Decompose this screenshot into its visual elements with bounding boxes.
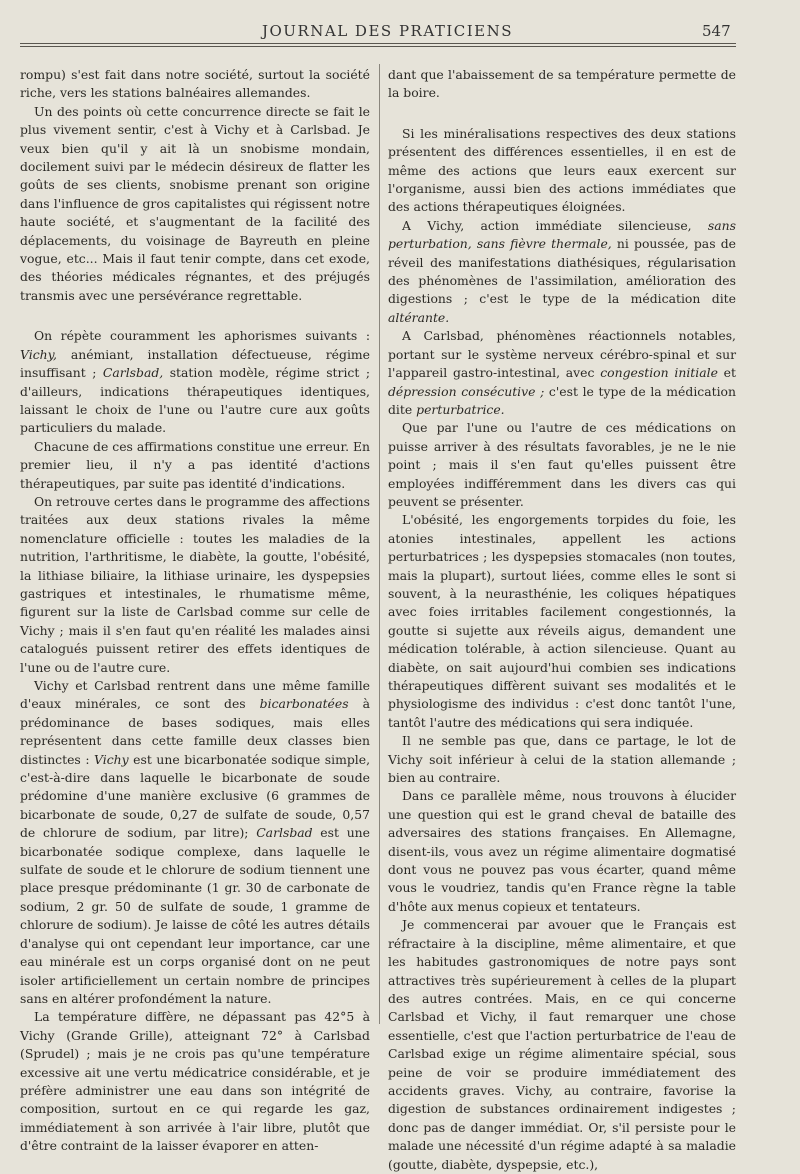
journal-title: JOURNAL DES PRATICIENS [262,22,514,40]
header-rule [20,43,736,44]
paragraph [388,125,736,217]
text-run: L'obésité, les engorgements torpides du foie, les atonies intestinales, appellent les actions perturbatrices ; les dyspepsies stomacales (non toutes, mais la plupart), surtout liées, comme elles le sont si souvent, à la neurasthénie, les coliques hépatiques avec foies irritables facilement congestionnés, la goutte si sujette aux réveils aigus, demandent une médication tolérable, à action silencieuse. Quant au diabète, on sait aujourd'hui combien ses indications thérapeutiques diffèrent suivant ses modalités et le physiologisme des individus : c'est donc tantôt l'une, tantôt l'autre des médications qui sera indiquée. [388,512,736,730]
text-run: est une bicarbonatée sodique simple, c'est-à-dire dans laquelle le bicarbonate de soude prédomine d'une manière exclusive (6 grammes de bicarbonate de soude, 0,27 de sulfate de soude, 0,57 de chlorure de sodium, par litre); [20,751,371,841]
italic-text: Vichy, [20,346,57,362]
paragraph [388,732,736,787]
text-run: à prédominance de bases sodiques, mais elles représentent dans cette famille deux classes bien distinctes : [20,696,370,767]
text-run: On répète couramment les aphorismes suivants : [34,328,370,344]
text-run: Vichy et Carlsbad rentrent dans une même famille d'eaux minérales, ce sont des [20,678,370,712]
text-run: station modèle, régime strict ; d'ailleurs, indications thérapeutiques identiques, laissant le choix de l'une ou l'autre cure aux goûts particuliers du malade. [20,365,370,436]
text-run: On retrouve certes dans le programme des affections traitées aux deux stations rivales la même nomenclature officielle : toutes les maladies de la nutrition, l'arthritisme, le diabète, la goutte, l'obésité, la lithiase biliaire, la lithiase urinaire, les dyspepsies gastriques et intestinales, le rhumatisme même, figurent sur la liste de Carlsbad comme sur celle de Vichy ; mais il s'en faut qu'en réalité les malades ainsi catalogués puissent retirer des effets identiques de l'une ou de l'autre cure. [20,493,370,675]
italic-text: sans perturbation, sans fièvre thermale, [388,217,736,252]
column-divider [379,64,380,1024]
right-column [388,66,736,1174]
text-run: c'est le type de la médication dite [388,383,736,417]
header-rule-double [20,46,736,47]
paragraph [388,916,736,1174]
text-run: rompu) s'est fait dans notre société, surtout la société riche, vers les stations balnéaires allemandes. [20,67,370,101]
text-run: Chacune de ces affirmations constitue une erreur. En premier lieu, il n'y a pas identité d'actions thérapeutiques, par suite pas identité d'indications. [20,438,370,491]
text-run: Si les minéralisations respectives des deux stations présentent des différences essentielles, il en est de même des actions que leurs eaux exercent sur l'organisme, aussi bien des actions immédiates que des actions thérapeutiques éloignées. [388,125,736,215]
paragraph [388,327,736,419]
paragraph [388,217,736,327]
text-run: A Vichy, action immédiate silencieuse, [402,217,708,233]
text-run: est une bicarbonatée sodique complexe, dans laquelle le sulfate de soude et le chlorure de sodium tiennent une place presque prédominante (1 gr. 30 de carbonate de sodium, 2 gr. 50 de sulfate de soude, 1 gramme de chlorure de sodium). Je laisse de côté les autres détails d'analyse qui ont cependant leur importance, car une eau minérale est un corps organisé dont on ne peut isoler artificiellement un certain nombre de principes sans en altérer profondément la nature. [20,825,370,1006]
italic-text: Carlsbad [256,825,313,841]
page-header [0,22,800,44]
italic-text: perturbatrice. [416,401,505,417]
paragraph [20,1008,370,1155]
paragraph [388,787,736,916]
text-run: ni poussée, pas de réveil des manifestations diathésiques, régularisation des phénomènes de l'assimilation, amélioration des digestions ; c'est le type de la médication dite [388,236,736,307]
text-run: dant que l'abaissement de sa température permette de la boire. [388,67,736,101]
page-number: 547 [702,22,731,40]
italic-text: dépression consécutive ; [388,383,545,399]
italic-text: bicarbonatées [259,696,349,712]
text-run: et [717,365,736,381]
text-run: Que par l'une ou l'autre de ces médications on puisse arriver à des résultats favorables, je ne le nie point ; mais il s'en faut qu'elles puissent être employées indifféremment dans les divers cas qui peuvent se présenter. [388,420,736,509]
paragraph [388,419,736,511]
paragraph [20,103,370,305]
paragraph [20,493,370,677]
paragraph [20,677,370,1008]
text-run: Il ne semble pas que, dans ce partage, le lot de Vichy soit inférieur à celui de la station allemande ; bien au contraire. [388,733,736,786]
text-run: La température diffère, ne dépassant pas 42°5 à Vichy (Grande Grille), atteignant 72° à Carlsbad (Sprudel) ; mais je ne crois pas qu'une température excessive ait une vertu médicatrice considérable, et je préfère administrer une eau dans son intégrité de composition, surtout en ce qui regarde les gaz, immédiatement à son arrivée à l'air libre, plutôt que d'être contraint de la laisser évaporer en atten- [20,1009,370,1154]
italic-text: Vichy [94,751,129,767]
text-run: A Carlsbad, phénomènes réactionnels notables, portant sur le système nerveux cérébro-spinal et sur l'appareil gastro-intestinal, avec [388,328,736,381]
text-run: Dans ce parallèle même, nous trouvons à élucider une question qui est le grand cheval de bataille des adversaires des stations françaises. En Allemagne, disent-ils, vous avez un régime alimentaire dogmatisé dont vous ne pouvez pas vous écarter, quand même vous le voudriez, tandis qu'en France règne la table d'hôte aux menus copieux et tentateurs. [388,788,736,914]
text-run: Je commencerai par avouer que le Français est réfractaire à la discipline, même alimentaire, et que les habitudes gastronomiques de notre pays sont attractives très supérieurement à celles de la plupart des autres contrées. Mais, en ce qui concerne Carlsbad et Vichy, il faut remarquer une chose essentielle, c'est que l'action perturbatrice de l'eau de Carlsbad exige un régime alimentaire spécial, sous peine de voir se produire immédiatement des accidents graves. Vichy, au contraire, favorise la digestion de substances ordinairement indigestes ; donc pas de danger immédiat. Or, s'il persiste pour le malade une nécessité d'un régime adapté à sa maladie (goutte, diabète, dyspepsie, etc.), [388,917,736,1172]
italic-text: altérante. [388,309,450,325]
paragraph [20,66,370,103]
italic-text: Carlsbad, [102,365,164,381]
paragraph [388,66,736,103]
text-run: anémiant, installation défectueuse, régime insuffisant ; [20,346,370,381]
paragraph [388,511,736,732]
text-run: Un des points où cette concurrence directe se fait le plus vivement sentir, c'est à Vichy et à Carlsbad. Je veux bien qu'il y ait là un snobisme mondain, docilement suivi par le médecin désireux de flatter les goûts de ses clients, snobisme prenant son origine dans l'influence de gros capitalistes qui régissent notre haute société, et s'augmentant de la facilité des déplacements, du voisinage de Bayreuth en pleine vogue, etc... Mais il faut tenir compte, dans cet exode, des théories médicales régnantes, et des préjugés transmis avec une persévérance regrettable. [20,103,370,303]
paragraph [20,327,370,437]
italic-text: congestion initiale [600,365,718,381]
left-column [20,66,370,1156]
paragraph [20,438,370,493]
